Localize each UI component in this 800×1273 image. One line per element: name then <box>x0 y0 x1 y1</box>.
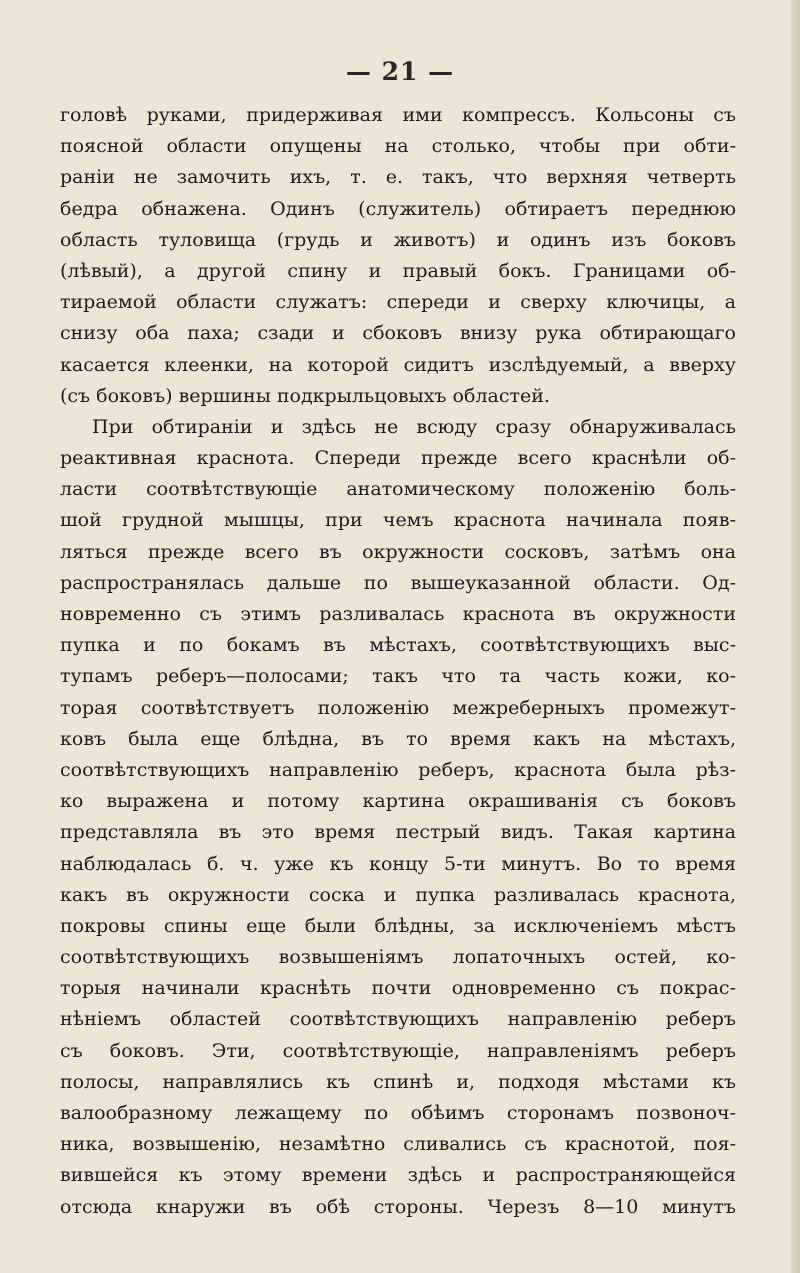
text-line: пупка и по бокамъ въ мѣстахъ, соотвѣтствующихъ выс- <box>60 634 736 657</box>
text-line: торыя начинали краснѣть почти одновременно съ покрас- <box>60 977 736 1000</box>
text-line: валообразному лежащему по обѣимъ сторонамъ позвоноч- <box>60 1102 736 1124</box>
text-line: торая соотвѣтствуетъ положенію межреберныхъ промежут- <box>60 696 736 719</box>
text-line: снизу оба паха; сзади и сбоковъ внизу рука обтирающаго <box>60 322 736 345</box>
text-line: касается клеенки, на которой сидитъ изслѣдуемый, а вверху <box>60 353 736 376</box>
text-line: ко выражена и потому картина окрашиванія съ боковъ <box>60 790 736 813</box>
text-line: соотвѣтствующихъ возвышеніямъ лопаточныхъ остей, ко- <box>60 946 736 969</box>
page-number: — 21 — <box>345 57 455 86</box>
text-line: головѣ руками, придерживая ими компрессъ. Кольсоны съ <box>60 104 736 126</box>
text-line: вившейся къ этому времени здѣсь и распространяющейся <box>60 1164 736 1187</box>
text-line: представляла въ это время пестрый видъ. Такая картина <box>60 821 736 844</box>
text-line: При обтираніи и здѣсь не всюду сразу обнаруживалась <box>92 415 736 438</box>
text-line: нѣніемъ областей соотвѣтствующихъ направленію реберъ <box>60 1008 736 1031</box>
text-line: ласти соотвѣтствующіе анатомическому положенію боль- <box>60 478 736 501</box>
text-line: тираемой области служатъ: спереди и сверху ключицы, а <box>60 291 736 314</box>
text-line: соотвѣтствующихъ направленію реберъ, краснота была рѣз- <box>60 758 736 781</box>
text-line: съ боковъ. Эти, соотвѣтствующіе, направленіямъ реберъ <box>60 1039 736 1062</box>
text-line: покровы спины еще были блѣдны, за исключеніемъ мѣстъ <box>60 914 736 937</box>
text-line: какъ въ окружности соска и пупка разливалась краснота, <box>60 883 736 906</box>
text-line: раніи не замочить ихъ, т. е. такъ, что верхняя четверть <box>60 166 736 189</box>
text-line: ника, возвышенію, незамѣтно сливались съ краснотой, поя- <box>60 1133 736 1156</box>
text-line: (съ боковъ) вершины подкрыльцовыхъ областей. <box>60 384 550 407</box>
text-line: распространялась дальше по вышеуказанной области. Од- <box>60 571 736 594</box>
text-line: ковъ была еще блѣдна, въ то время какъ на мѣстахъ, <box>60 727 736 750</box>
text-line: наблюдалась б. ч. уже къ концу 5-ти минутъ. Во то время <box>60 852 736 875</box>
text-line: (лѣвый), а другой спину и правый бокъ. Границами об- <box>60 259 736 282</box>
text-line: бедра обнажена. Одинъ (служитель) обтираетъ переднюю <box>60 197 736 220</box>
text-line: отсюда кнаружи въ обѣ стороны. Черезъ 8—10 минутъ <box>60 1195 736 1218</box>
text-line: новременно съ этимъ разливалась краснота въ окружности <box>60 603 736 625</box>
text-line: поясной области опущены на столько, чтобы при обти- <box>60 135 736 158</box>
page-edge <box>790 0 800 1273</box>
text-line: реактивная краснота. Спереди прежде всего краснѣли об- <box>60 447 736 470</box>
text-line: ляться прежде всего въ окружности сосковъ, затѣмъ она <box>60 540 736 563</box>
text-line: полосы, направлялись къ спинѣ и, подходя мѣстами къ <box>60 1070 736 1093</box>
body-text <box>60 100 736 1223</box>
text-line: область туловища (грудь и животъ) и одинъ изъ боковъ <box>60 228 736 251</box>
text-line: шой грудной мышцы, при чемъ краснота начинала появ- <box>60 509 736 532</box>
text-line: тупамъ реберъ—полосами; такъ что та часть кожи, ко- <box>60 665 736 688</box>
